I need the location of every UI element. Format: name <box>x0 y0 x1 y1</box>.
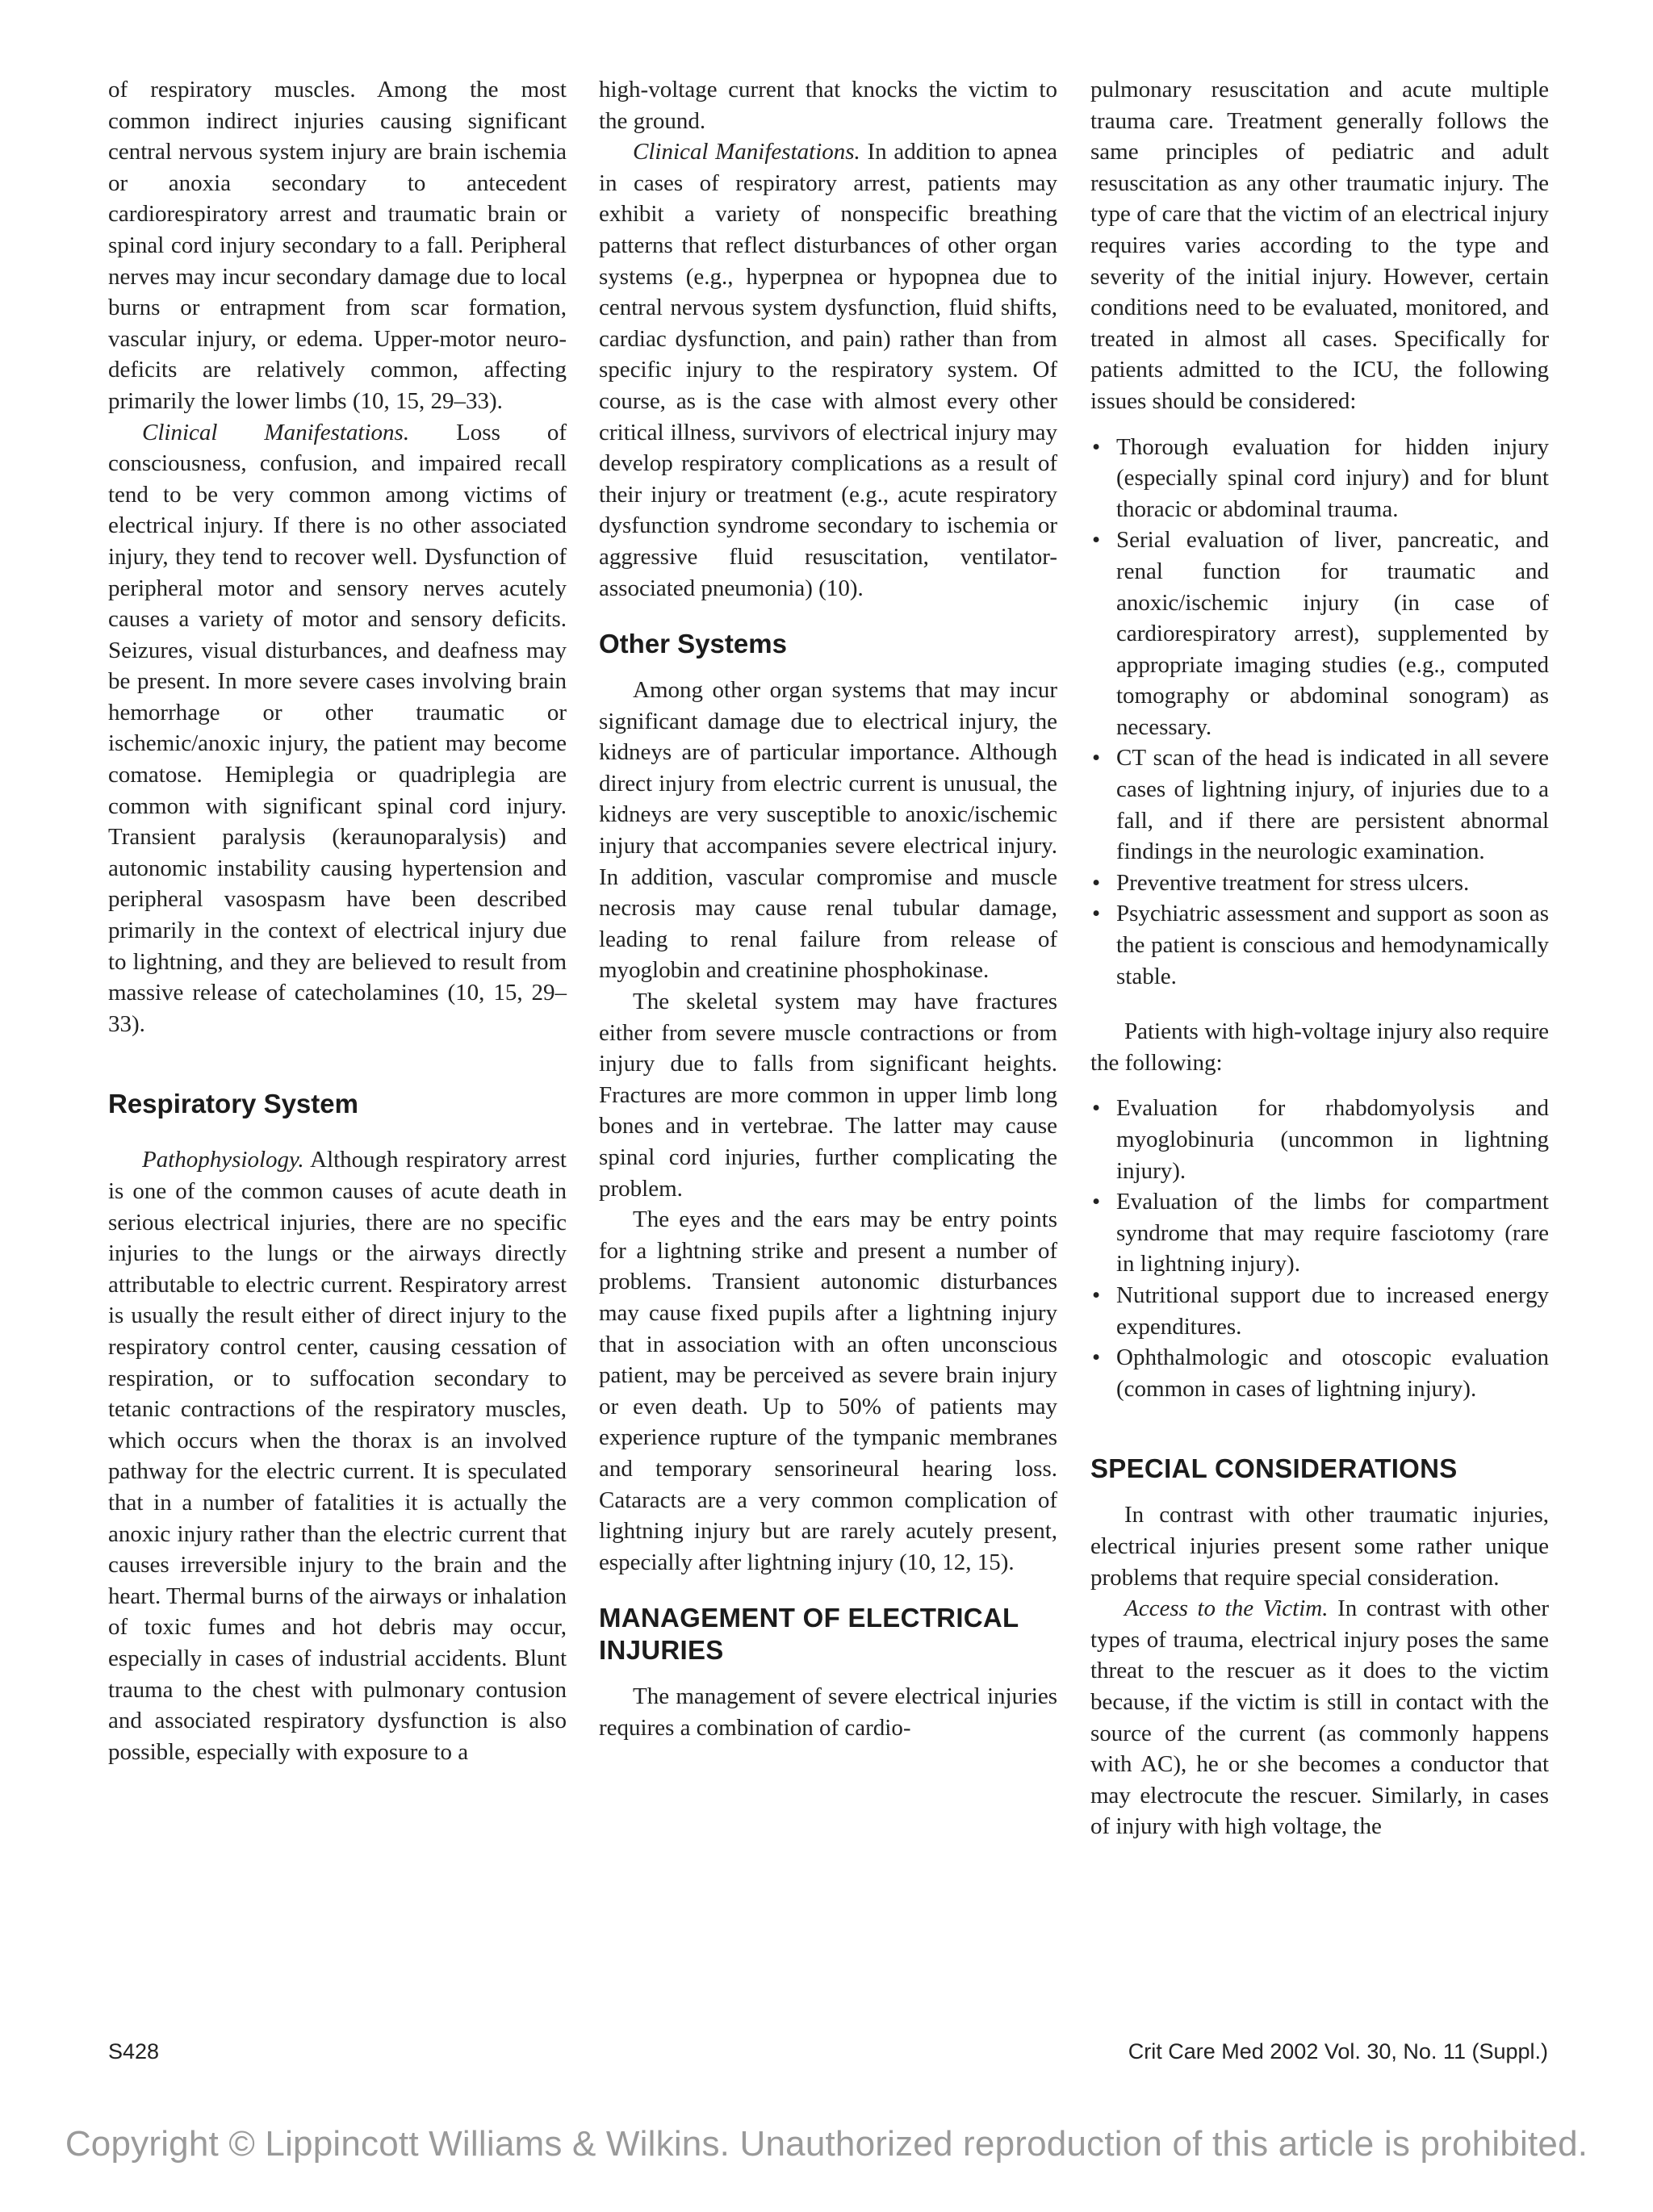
copyright-notice: Copyright © Lippincott Williams & Wilkins. Unauthorized reproduction of this article is prohibited. <box>65 2124 1588 2164</box>
paragraph-text: Although respiratory arrest is one of the common causes of acute death in serious electrical injuries, there are no specific injuries to the lungs or the airways directly attributable to electric current. Respiratory arrest is usually the result either of direct injury to the respiratory control center, causing cessation of respiration, or to suffocation secondary to tetanic contractions of the respiratory muscles, which occurs when the thorax is an involved pathway for the electric current. It is speculated that in a number of fatalities it is actually the anoxic injury rather than the electric current that causes irreversible injury to the brain and the heart. Thermal burns of the airways or inhalation of toxic fumes and hot debris may occur, especially in cases of industrial accidents. Blunt trauma to the chest with pulmonary contusion and associated respiratory dysfunction is also possible, especially with exposure to a <box>108 1147 567 1765</box>
list-item: • Thorough evaluation for hidden injury (especially spinal cord injury) and for blunt thoracic or abdominal trauma. <box>1090 432 1549 525</box>
list-item: • Ophthalmologic and otoscopic evaluation (common in cases of lightning injury). <box>1090 1342 1549 1404</box>
paragraph: The management of severe electrical injuries requires a combination of cardio- <box>599 1683 1057 1741</box>
section-heading: Other Systems <box>599 629 787 659</box>
column-2 <box>599 74 1057 1744</box>
list-item: • CT scan of the head is indicated in all severe cases of lightning injury, of injuries due to a fall, and if there are persistent abnormal findings in the neurologic examination. <box>1090 742 1549 867</box>
paragraph-text: Loss of consciousness, confusion, and impaired recall tend to be very common among victims of electrical injury. If there is no other associated injury, they tend to recover well. Dysfunction of peripheral motor and sensory nerves acutely causes a variety of motor and sensory deficits. Seizures, visual disturbances, and deafness may be present. In more severe cases involving brain hemorrhage or other traumatic or ischemic/anoxic injury, the patient may become comatose. Hemiplegia or quadriplegia are common with significant spinal cord injury. Transient paralysis (keraunoparalysis) and autonomic instability causing hypertension and peripheral vasospasm have been described primarily in the context of electrical injury due to lightning, and they are believed to result from massive release of catecholamines (10, 15, 29–33). <box>108 419 567 1037</box>
run-in-heading: Clinical Manifestations. <box>142 419 410 445</box>
paragraph: The skeletal system may have fractures either from severe muscle contractions or from injury due to falls from significant heights. Fractures are more common in upper limb long bones and in vertebrae. The latter may cause spinal cord injuries, further complicating the problem. <box>599 989 1057 1202</box>
run-in-heading: Pathophysiology. <box>142 1147 304 1173</box>
run-in-heading: Access to the Victim. <box>1124 1595 1329 1622</box>
paragraph: high-voltage current that knocks the victim to the ground. <box>599 77 1057 134</box>
list-item: • Evaluation of the limbs for compartment syndrome that may require fasciotomy (rare in lightning injury). <box>1090 1186 1549 1280</box>
paragraph-text: In contrast with other types of trauma, electrical injury poses the same threat to the rescuer as it does to the victim because, if the victim is still in contact with the source of the current (as commonly happens with AC), he or she becomes a conductor that may electrocute the rescuer. Similarly, in cases of injury with high voltage, the <box>1090 1595 1550 1840</box>
page-number: S428 <box>108 2039 160 2064</box>
paragraph: pulmonary resuscitation and acute multiple trauma care. Treatment generally follows the same principles of pediatric and adult resuscitation as any other traumatic injury. The type of care that the victim of an electrical injury requires varies according to the type and severity of the initial injury. However, certain conditions need to be evaluated, monitored, and treated in almost all cases. Specifically for patients admitted to the ICU, the following issues should be considered: <box>1090 77 1549 414</box>
paragraph: Patients with high-voltage injury also require the following: <box>1090 1018 1549 1076</box>
paragraph <box>108 417 567 1040</box>
list-item: • Serial evaluation of liver, pancreatic, and renal function for traumatic and anoxic/ischemic injury (in case of cardiorespiratory arrest), supplemented by appropriate imaging studies (e.g., computed tomography or abdominal sonogram) as necessary. <box>1090 525 1549 742</box>
section-heading: Respiratory System <box>108 1089 358 1119</box>
paragraph-text: In addition to apnea in cases of respiratory arrest, patients may exhibit a variety of nonspecific breathing patterns that reflect disturbances of other organ systems (e.g., hyperpnea or hypopnea due to central nervous system dysfunction, fluid shifts, cardiac dysfunction, and pain) rather than from specific injury to the respiratory system. Of course, as is the case with almost every other critical illness, survivors of electrical injury may develop respiratory complications as a result of their injury or treatment (e.g., acute respiratory dysfunction syndrome secondary to ischemia or aggressive fluid resuscitation, ventilator-associated pneumonia) (10). <box>599 139 1057 601</box>
paragraph: of respiratory muscles. Among the most common indirect injuries causing significant central nervous system injury are brain ischemia or anoxia secondary to antecedent cardiorespiratory arrest and traumatic brain or spinal cord injury secondary to a fall. Peripheral nerves may incur secondary damage due to local burns or entrapment from scar formation, vascular injury, or edema. Upper-motor neuro-deficits are relatively common, affecting primarily the lower limbs (10, 15, 29–33). <box>108 77 567 414</box>
paragraph: In contrast with other traumatic injuries, electrical injuries present some rather unique problems that require special consideration. <box>1090 1502 1549 1591</box>
column-3 <box>1090 74 1549 1842</box>
journal-citation: Crit Care Med 2002 Vol. 30, No. 11 (Suppl.) <box>1128 2039 1548 2064</box>
bullet-list <box>1090 432 1549 993</box>
paragraph <box>108 1144 567 1767</box>
bullet-list <box>1090 1093 1549 1404</box>
list-item: • Preventive treatment for stress ulcers. <box>1090 868 1549 899</box>
section-heading: SPECIAL CONSIDERATIONS <box>1090 1453 1458 1484</box>
section-heading: MANAGEMENT OF ELECTRICAL INJURIES <box>599 1603 1019 1666</box>
paragraph <box>1090 1593 1549 1842</box>
paragraph <box>599 136 1057 604</box>
list-item: • Nutritional support due to increased energy expenditures. <box>1090 1280 1549 1342</box>
paragraph: Among other organ systems that may incur significant damage due to electrical injury, the kidneys are of particular importance. Although direct injury from electric current is unusual, the kidneys are very susceptible to anoxic/ischemic injury that accompanies severe electrical injury. In addition, vascular compromise and muscle necrosis may cause renal tubular damage, leading to renal failure from release of myoglobin and creatinine phosphokinase. <box>599 677 1057 984</box>
list-item: • Evaluation for rhabdomyolysis and myoglobinuria (uncommon in lightning injury). <box>1090 1093 1549 1186</box>
run-in-heading: Clinical Manifestations. <box>633 139 860 165</box>
paragraph: The eyes and the ears may be entry points for a lightning strike and present a number of problems. Transient autonomic disturbances may cause fixed pupils after a lightning injury that in association with an often unconscious patient, may be perceived as severe brain injury or even death. Up to 50% of patients may experience rupture of the tympanic membranes and temporary sensorineural hearing loss. Cataracts are a very common complication of lightning injury but are rarely acutely present, especially after lightning injury (10, 12, 15). <box>599 1206 1057 1575</box>
column-1 <box>108 74 567 1767</box>
list-item: • Psychiatric assessment and support as soon as the patient is conscious and hemodynamically stable. <box>1090 898 1549 992</box>
